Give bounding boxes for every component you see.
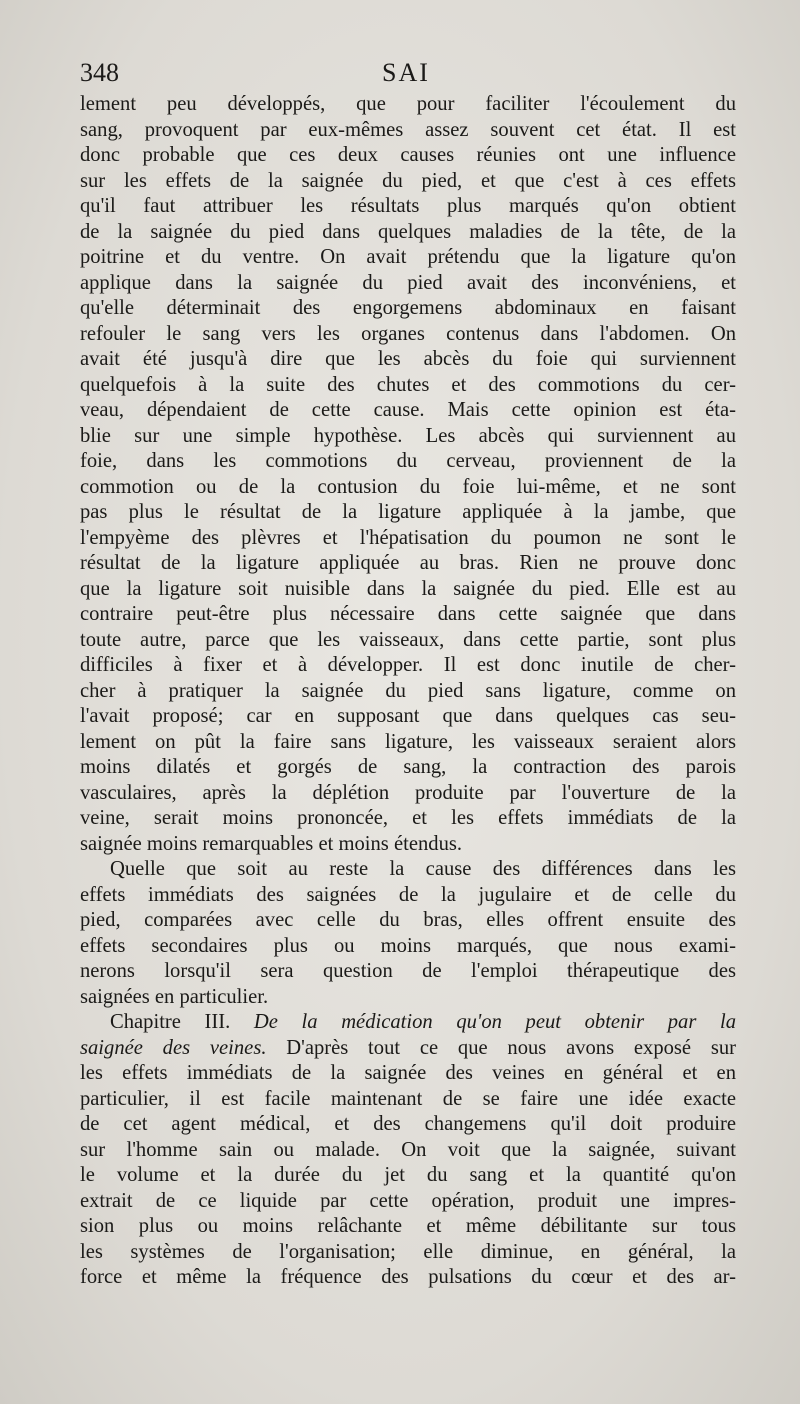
text-line: donc probable que ces deux causes réunies ont une influence (80, 144, 736, 166)
text-line: l'empyème des plèvres et l'hépatisation du poumon ne sont le (80, 526, 736, 549)
text-line: extrait de ce liquide par cette opération, produit une impres- (80, 1189, 736, 1212)
page-number: 348 (80, 58, 119, 87)
text-line: force et même la fréquence des pulsations du cœur et des ar- (80, 1266, 736, 1288)
text-line: particulier, il est facile maintenant de se faire une idée exacte (80, 1087, 736, 1110)
text-line: foie, dans les commotions du cerveau, proviennent de la (80, 450, 736, 472)
running-head: SAI (382, 58, 430, 87)
chapter-heading-line-2 (80, 1036, 736, 1062)
text-line: saignée moins remarquables et moins étendus. (80, 832, 463, 855)
text-line: l'avait proposé; car en supposant que dans quelques cas seu- (80, 705, 736, 727)
text-line: qu'il faut attribuer les résultats plus marqués qu'on obtient (80, 195, 736, 217)
text-line: veau, dépendaient de cette cause. Mais cette opinion est éta- (80, 399, 736, 421)
page-header (80, 58, 735, 90)
chapter-title-part-1: De la médication qu'on peut obtenir par la (253, 1011, 736, 1033)
text-line: Quelle que soit au reste la cause des différences dans les (110, 858, 736, 880)
text-line: refouler le sang vers les organes contenus dans l'abdomen. On (80, 322, 736, 345)
text-line: toute autre, parce que les vaisseaux, dans cette partie, sont plus (80, 628, 736, 651)
text-line: résultat de la ligature appliquée au bras. Rien ne prouve donc (80, 552, 736, 574)
text-line: sang, provoquent par eux-mêmes assez souvent cet état. Il est (80, 118, 736, 141)
text-line: nerons lorsqu'il sera question de l'emploi thérapeutique des (80, 960, 736, 982)
text-line: blie sur une simple hypothèse. Les abcès qui surviennent au (80, 424, 736, 447)
chapter-title-part-2: saignée des veines. (80, 1036, 267, 1059)
text-line: commotion ou de la contusion du foie lui-même, et ne sont (80, 475, 736, 498)
text-line: effets secondaires plus ou moins marqués, que nous exami- (80, 934, 736, 957)
text-line: lement peu développés, que pour faciliter l'écoulement du (80, 93, 736, 115)
text-line: le volume et la durée du jet du sang et la quantité qu'on (80, 1164, 736, 1186)
text-line: que la ligature soit nuisible dans la saignée du pied. Elle est au (80, 577, 736, 600)
text-line: sion plus ou moins relâchante et même débilitante sur tous (80, 1215, 736, 1237)
text-line: moins dilatés et gorgés de sang, la contraction des parois (80, 756, 736, 778)
text-line: vasculaires, après la déplétion produite par l'ouverture de la (80, 781, 736, 804)
text-line: de la saignée du pied dans quelques maladies de la tête, de la (80, 220, 736, 243)
text-line: pas plus le résultat de la ligature appliquée à la jambe, que (80, 501, 736, 523)
text-line: sur l'homme sain ou malade. On voit que la saignée, suivant (80, 1138, 736, 1161)
chapter-heading-line (80, 1010, 736, 1036)
text-line: applique dans la saignée du pied avait des inconvéniens, et (80, 271, 736, 294)
text-line: quelquefois à la suite des chutes et des commotions du cer- (80, 373, 736, 396)
text-line: saignées en particulier. (80, 985, 269, 1008)
text-line: veine, serait moins prononcée, et les effets immédiats de la (80, 807, 736, 829)
text-line: de cet agent médical, et des changemens qu'il doit produire (80, 1113, 736, 1135)
text-line: poitrine et du ventre. On avait prétendu que la ligature qu'on (80, 246, 736, 268)
text-line: cher à pratiquer la saignée du pied sans ligature, comme on (80, 679, 736, 702)
text-line: qu'elle déterminait des engorgemens abdominaux en faisant (80, 297, 736, 319)
text-line: avait été jusqu'à dire que les abcès du foie qui surviennent (80, 348, 736, 370)
text-line: les systèmes de l'organisation; elle diminue, en général, la (80, 1240, 736, 1263)
text-line: lement on pût la faire sans ligature, les vaisseaux seraient alors (80, 730, 736, 753)
text-line: contraire peut-être plus nécessaire dans cette saignée que dans (80, 603, 736, 625)
body-text (80, 92, 736, 1291)
text-line: effets immédiats des saignées de la jugulaire et de celle du (80, 883, 736, 906)
text-line: pied, comparées avec celle du bras, elles offrent ensuite des (80, 909, 736, 931)
text-fragment: D'après tout ce que nous avons exposé sur (266, 1036, 736, 1059)
text-line: les effets immédiats de la saignée des veines en général et en (80, 1062, 736, 1084)
chapter-label: Chapitre III. (110, 1011, 231, 1033)
text-line: sur les effets de la saignée du pied, et que c'est à ces effets (80, 169, 736, 192)
text-line: difficiles à fixer et à développer. Il est donc inutile de cher- (80, 654, 736, 676)
